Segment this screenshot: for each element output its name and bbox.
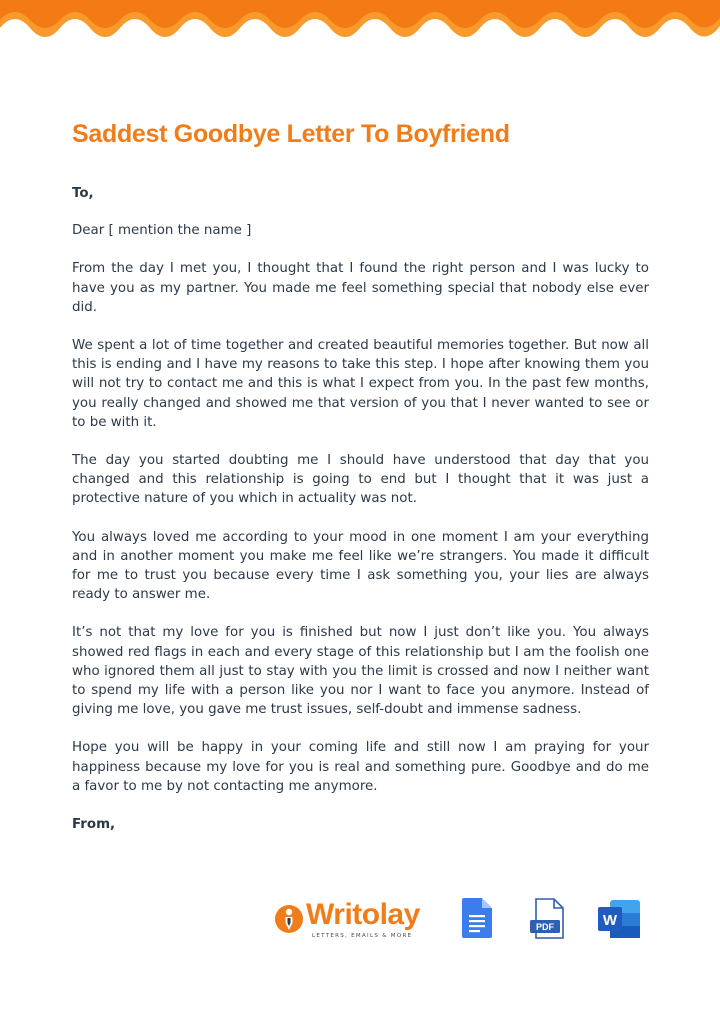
paragraph-4: You always loved me according to your mood in one moment I am your everything and in another moment you make me feel like we’re strangers. You made it difficult for me to trust you because every time I ask something you, your lies are always ready to answer me. [72,529,649,603]
brand-name: Writolay [306,898,420,931]
paragraph-3: The day you started doubting me I should have understood that day that you changed and this relationship is going to end but I thought that it was just a protective nature of you which in actuality was not. [72,453,649,507]
pen-person-icon [274,904,304,934]
letter-body [72,184,649,834]
paragraph-2: We spent a lot of time together and created beautiful memories together. But now all this is ending and I have my reasons to take this step. I hope after knowing them you will not try to contact me and this is what I expect from you. In the past few months, you really changed and showed me that version of you that I never wanted to see or to be with it. [72,338,649,430]
pdf-label: PDF [536,922,554,932]
greeting: Dear [ mention the name ] [72,223,252,239]
word-label: W [602,912,618,929]
pdf-icon[interactable] [530,898,566,940]
brand-tagline: LETTERS, EMAILS & MORE [312,933,413,939]
closing: From, [72,817,116,833]
paragraph-1: From the day I met you, I thought that I found the right person and I was lucky to have you as my partner. You made me feel something special that nobody else ever did. [72,261,649,315]
paragraph-5: It’s not that my love for you is finished but now I just don’t like you. You always showed red flags in each and every stage of this relationship but I am the foolish one who ignored them all just to stay with you the limit is crossed and now I neither want to spend my life with a person like you nor I want to face you anymore. Instead of giving me love, you gave me trust issues, self-doubt and immense sadness. [72,625,649,718]
salutation: To, [72,186,94,201]
brand-logo[interactable] [272,900,426,940]
letter-title: Saddest Goodbye Letter To Boyfriend [72,120,510,148]
google-docs-icon[interactable] [462,898,492,938]
header-wave-decoration [0,0,720,48]
paragraph-6: Hope you will be happy in your coming life and still now I am praying for your happiness because my love for you is real and something pure. Goodbye and do me a favor to me by not contacting me anymore. [72,740,649,794]
word-icon[interactable] [598,898,642,940]
